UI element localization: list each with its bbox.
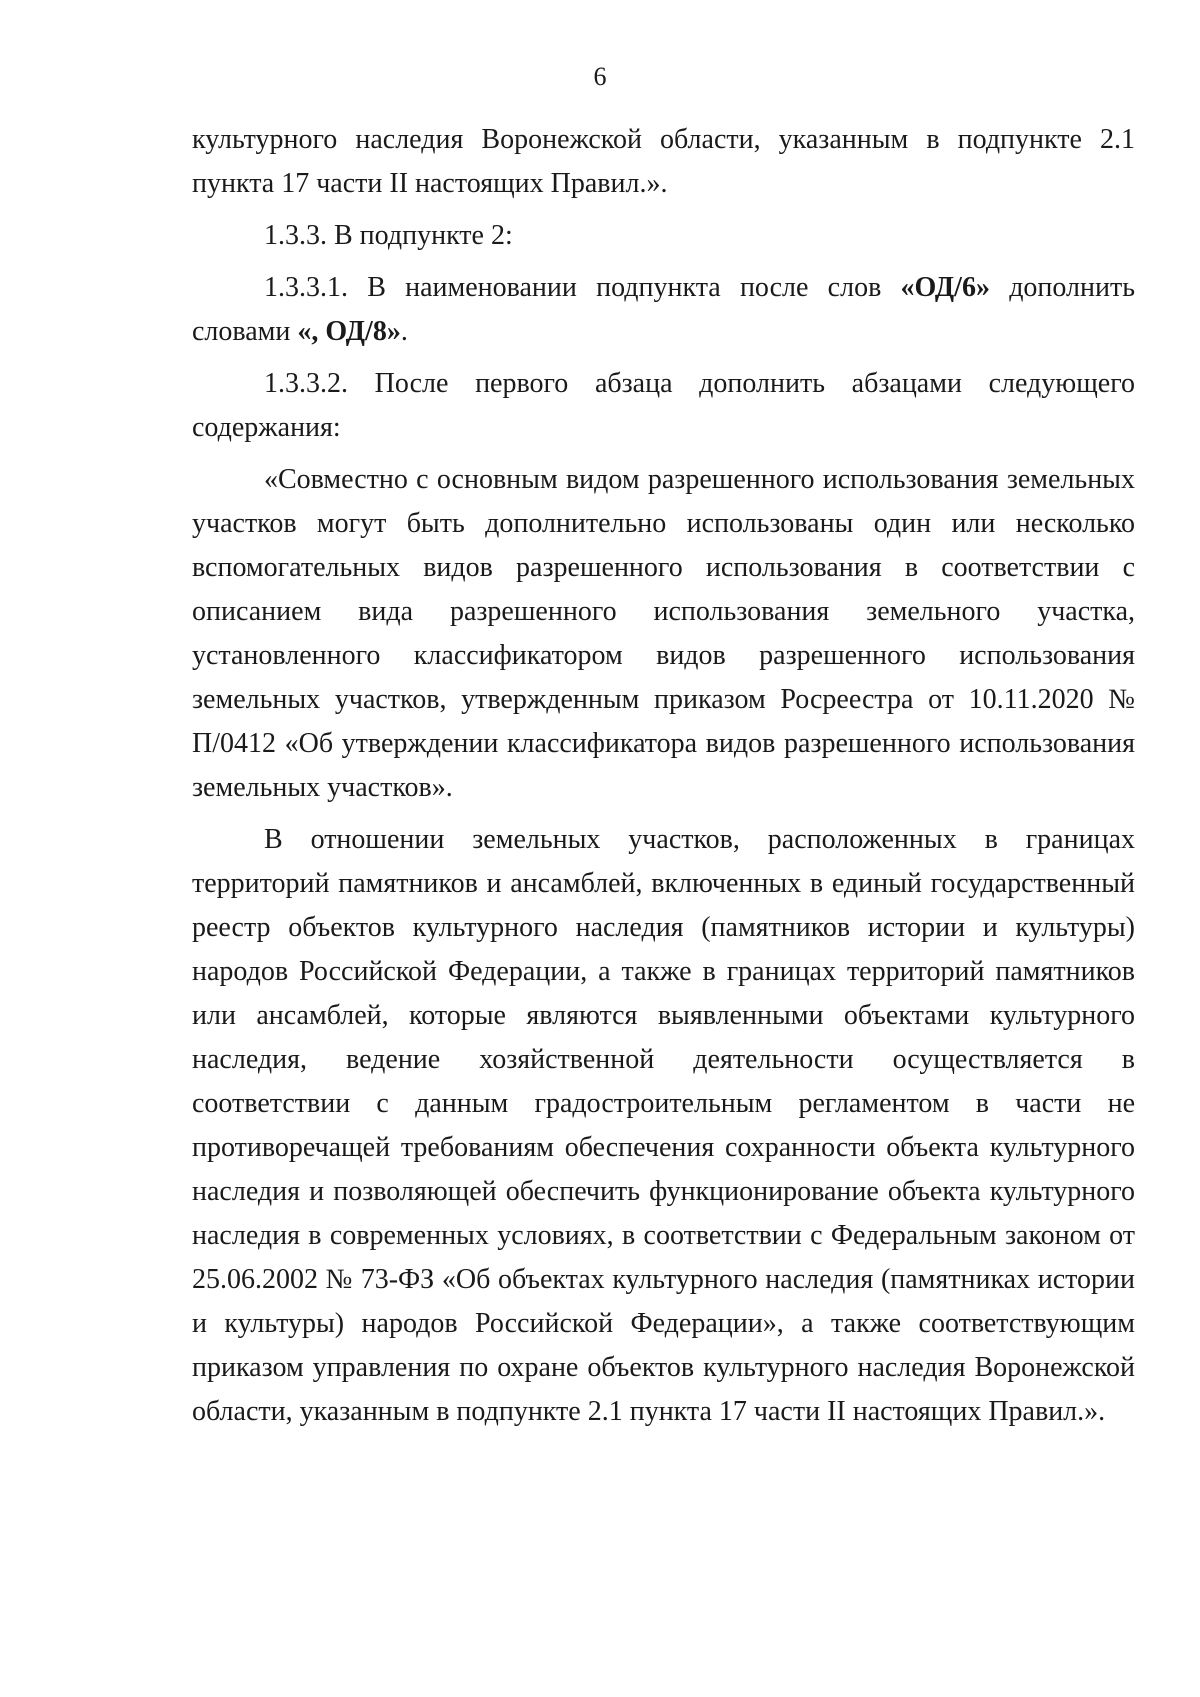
paragraph-cultural-heritage: В отношении земельных участков, расположенных в границах территорий памятников и ансамблей, включенных в единый государственный реестр объектов культурного наследия (памятников истории и культуры) народов Российской Федерации, а также в границах территорий памятников или ансамблей, которые являются выявленными объектами культурного наследия, ведение хозяйственной деятельности осуществляется в соответствии с данным градостроительным регламентом в части не противоречащей требованиям обеспечения сохранности объекта культурного наследия и позволяющей обеспечить функционирование объекта культурного наследия в современных условиях, в соответствии с Федеральным законом от 25.06.2002 № 73-ФЗ «Об объектах культурного наследия (памятниках истории и культуры) народов Российской Федерации», а также соответствующим приказом управления по охране объектов культурного наследия Воронежской области, указанным в подпункте 2.1 пункта 17 части II настоящих Правил.». <box>192 824 1135 1427</box>
paragraph-text: 1.3.3.1. В наименовании подпункта после слов <box>264 272 901 303</box>
bold-code-od8: «, ОД/8» <box>297 316 401 347</box>
paragraph-quote-land-use: «Совместно с основным видом разрешенного использования земельных участков могут быть дополнительно использованы один или несколько вспомогательных видов разрешенного использования в соответствии с описанием вида разрешенного использования земельного участка, установленного классификатором видов разрешенного использования земельных участков, утвержденным приказом Росреестра от 10.11.2020 № П/0412 «Об утверждении классификатора видов разрешенного использования земельных участков». <box>192 464 1135 803</box>
paragraph-item-1-3-3-1 <box>192 266 1135 354</box>
paragraph-item-1-3-3-2: 1.3.3.2. После первого абзаца дополнить абзацами следующего содержания: <box>192 368 1135 443</box>
paragraph-text: . <box>400 316 408 347</box>
paragraph-item-1-3-3: 1.3.3. В подпункте 2: <box>264 220 513 251</box>
bold-code-od6: «ОД/6» <box>900 272 990 303</box>
paragraph-text: дополнить словами <box>192 272 1135 347</box>
page-number: 6 <box>593 62 607 91</box>
document-body <box>192 118 1135 1434</box>
paragraph-continuation: культурного наследия Воронежской области, указанным в подпункте 2.1 пункта 17 части II настоящих Правил.». <box>192 124 1135 199</box>
